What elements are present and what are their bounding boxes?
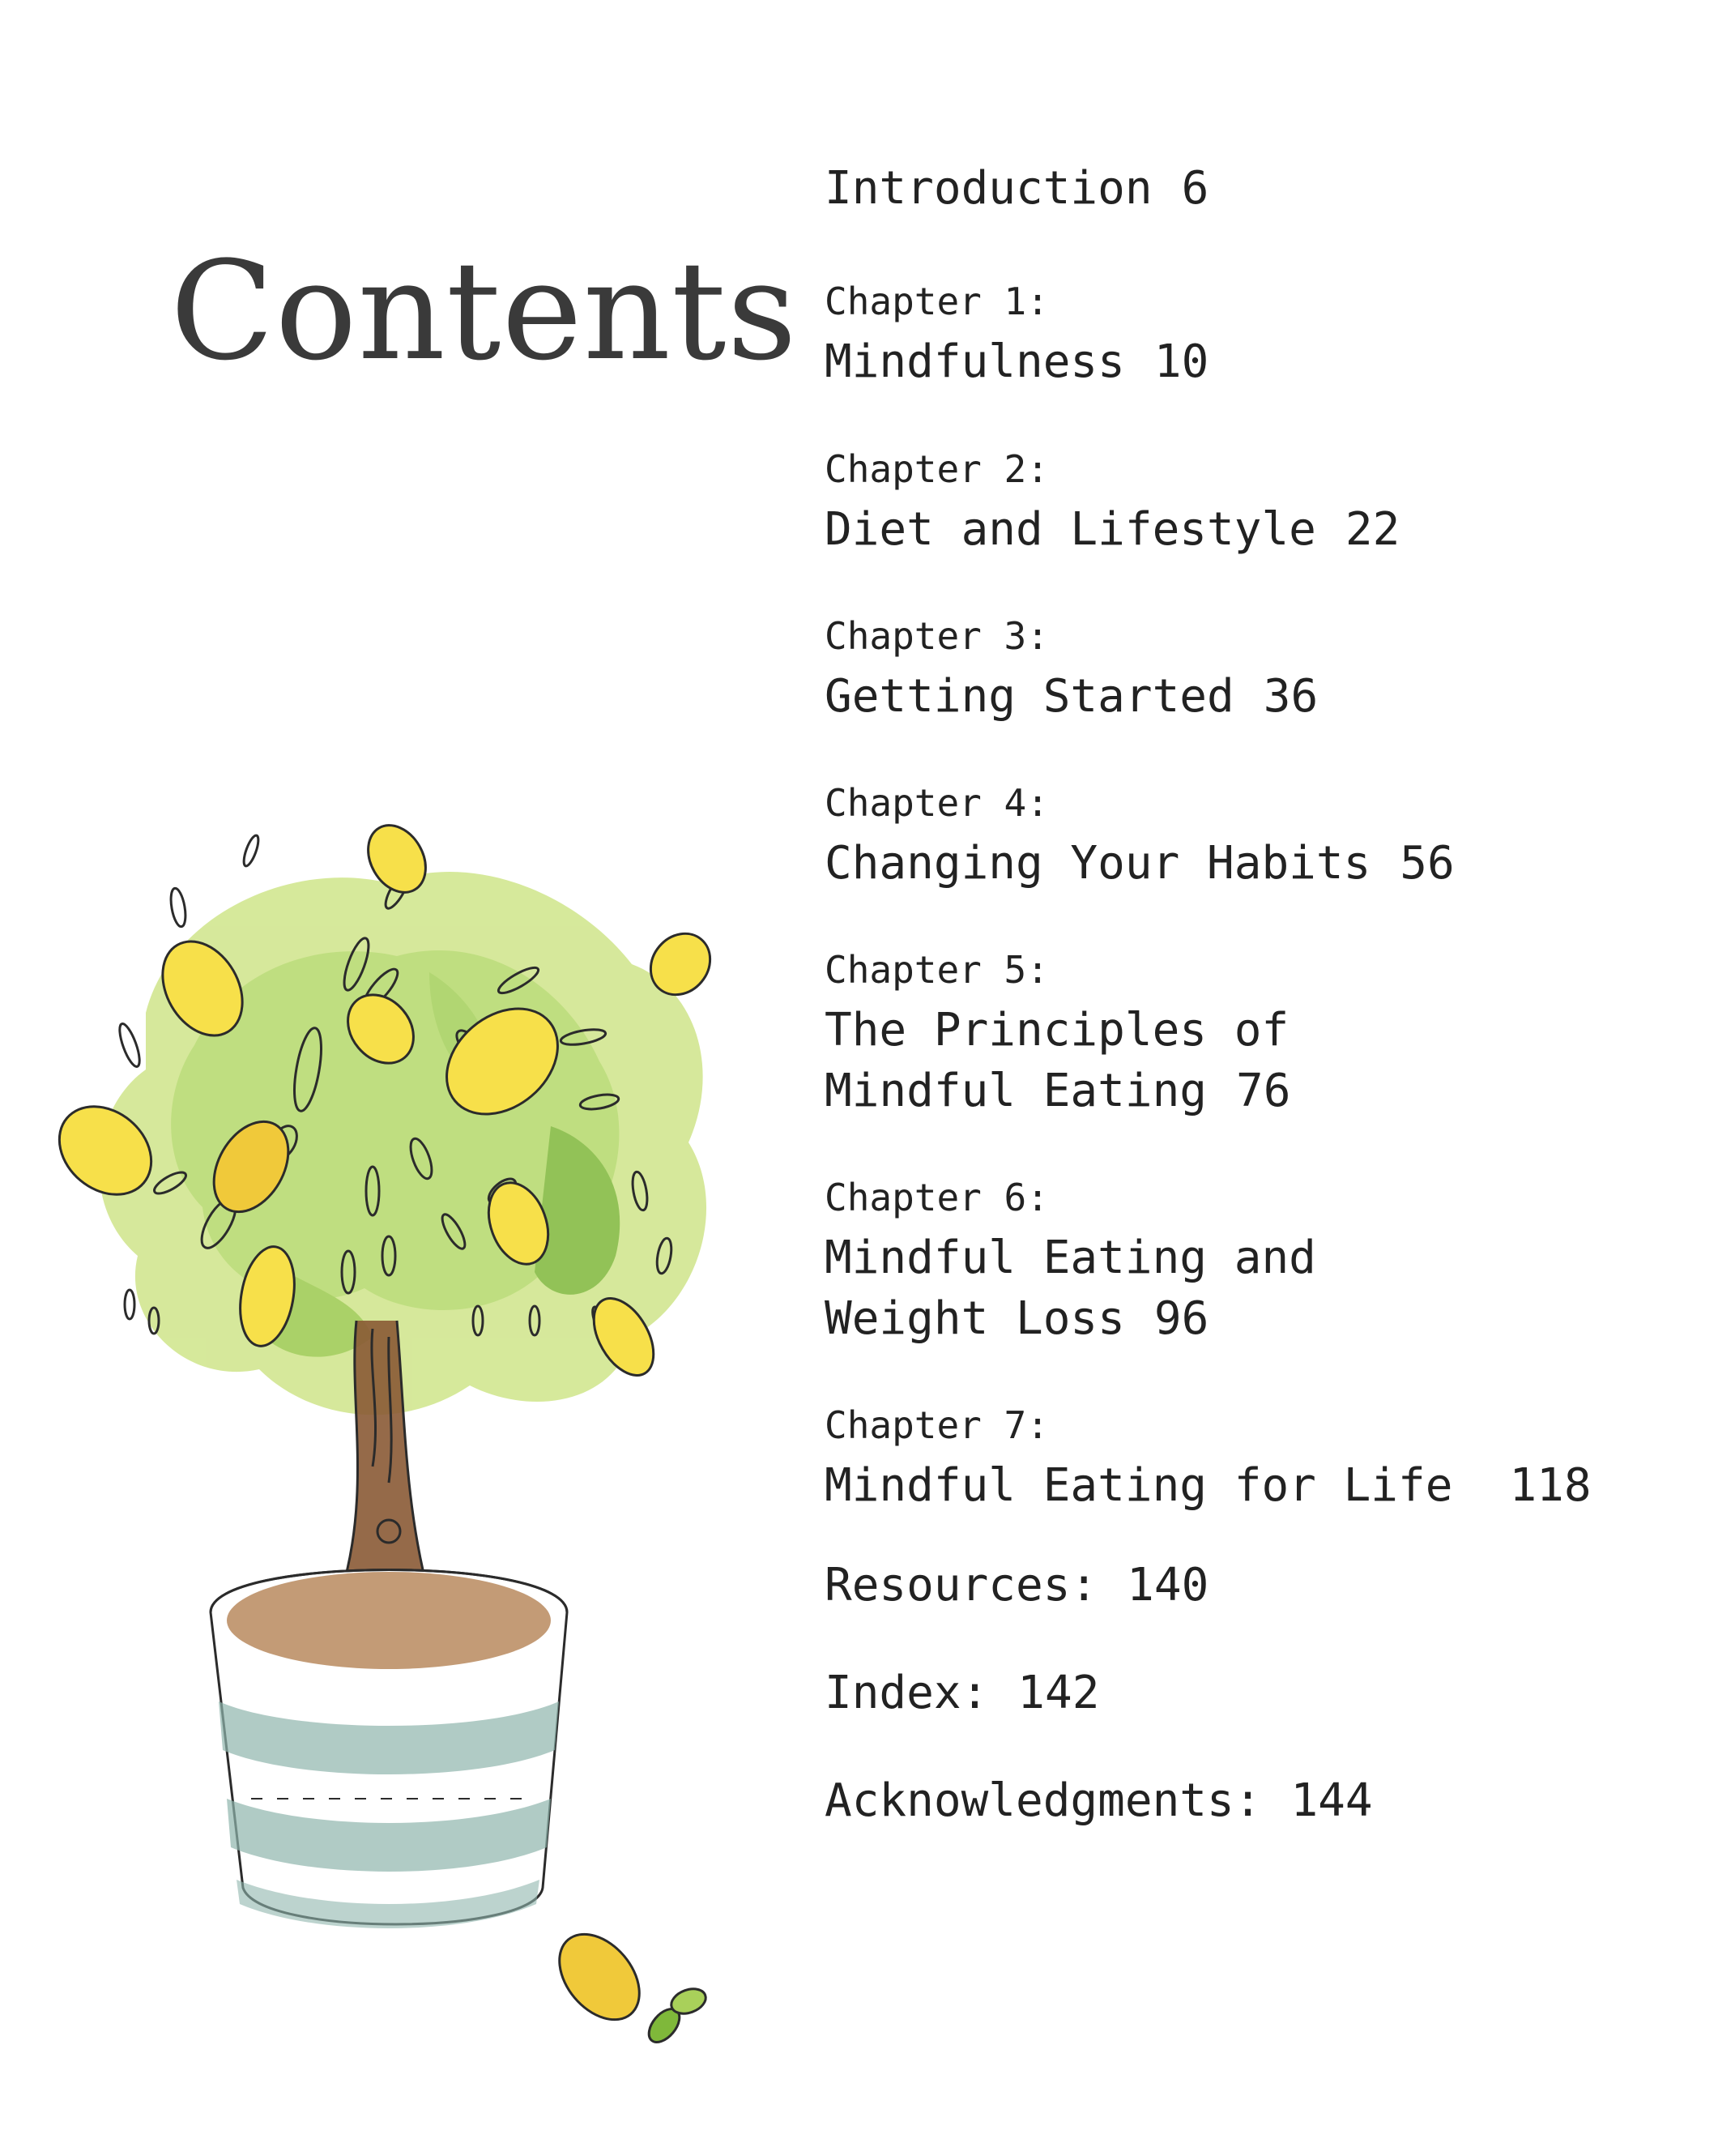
toc-entry-title: Diet and Lifestyle	[825, 503, 1316, 556]
toc-entry-title: Introduction	[825, 162, 1153, 215]
toc-entry-chapter-5[interactable]	[825, 940, 1290, 1121]
toc-page-number: 22	[1345, 503, 1400, 556]
toc-entry-title: Acknowledgments:	[825, 1774, 1262, 1827]
toc-entry-introduction[interactable]	[825, 158, 1209, 219]
toc-page-number: 118	[1509, 1459, 1592, 1512]
toc-entry-title: Weight Loss	[825, 1292, 1125, 1345]
toc-entry-line	[825, 833, 1455, 894]
pot	[211, 1570, 567, 1929]
toc-entry-line: Mindful Eating and	[825, 1232, 1316, 1284]
chapter-label: Chapter 1:	[825, 280, 1049, 323]
toc-page-number: 96	[1153, 1292, 1209, 1345]
toc-page-number: 56	[1400, 837, 1455, 890]
toc-entry-acknowledgments[interactable]	[825, 1770, 1373, 1831]
table-of-contents	[825, 0, 1716, 2156]
toc-entry-title: Getting Started	[825, 670, 1234, 723]
toc-entry-line	[825, 499, 1400, 560]
toc-entry-line	[825, 331, 1209, 392]
lemon-tree-illustration	[49, 802, 761, 2098]
toc-entry-line	[825, 1555, 1209, 1616]
toc-entry-line	[825, 1663, 1099, 1723]
toc-page-number: 144	[1290, 1774, 1373, 1827]
toc-page-number: 10	[1153, 335, 1209, 388]
toc-entry-chapter-7[interactable]	[825, 1395, 1592, 1516]
toc-entry-title: Changing Your Habits	[825, 837, 1371, 890]
toc-page-number: 36	[1263, 670, 1319, 723]
toc-entry-line	[825, 1288, 1316, 1349]
chapter-label: Chapter 7:	[825, 1403, 1049, 1447]
toc-entry-resources[interactable]	[825, 1555, 1209, 1616]
chapter-label: Chapter 6:	[825, 1176, 1049, 1219]
toc-entry-chapter-6[interactable]	[825, 1168, 1316, 1349]
toc-entry-line	[825, 666, 1318, 727]
chapter-label: Chapter 3:	[825, 614, 1049, 658]
toc-entry-title: Mindful Eating for Life	[825, 1459, 1453, 1512]
toc-entry-line	[825, 1455, 1592, 1516]
toc-page-number: 6	[1181, 162, 1209, 215]
chapter-label: Chapter 5:	[825, 948, 1049, 992]
toc-entry-line: The Principles of	[825, 1004, 1290, 1057]
toc-entry-title: Mindfulness	[825, 335, 1125, 388]
toc-entry-index[interactable]	[825, 1663, 1099, 1723]
toc-entry-title: Index:	[825, 1667, 989, 1719]
toc-page-number: 142	[1017, 1667, 1100, 1719]
toc-entry-line	[825, 1770, 1373, 1831]
fallen-lemon	[544, 1919, 710, 2047]
toc-page-number: 140	[1127, 1559, 1209, 1612]
toc-entry-title: Resources:	[825, 1559, 1098, 1612]
toc-page-number: 76	[1236, 1065, 1291, 1117]
toc-entry-chapter-4[interactable]	[825, 773, 1455, 894]
toc-entry-chapter-1[interactable]	[825, 271, 1209, 392]
toc-entry-title: Mindful Eating	[825, 1065, 1208, 1117]
toc-entry-chapter-2[interactable]	[825, 439, 1400, 560]
chapter-label: Chapter 2:	[825, 447, 1049, 491]
toc-entry-line	[825, 158, 1209, 219]
chapter-label: Chapter 4:	[825, 781, 1049, 825]
toc-entry-chapter-3[interactable]	[825, 606, 1318, 727]
page-title: Contents	[170, 232, 798, 391]
toc-entry-line	[825, 1061, 1290, 1121]
